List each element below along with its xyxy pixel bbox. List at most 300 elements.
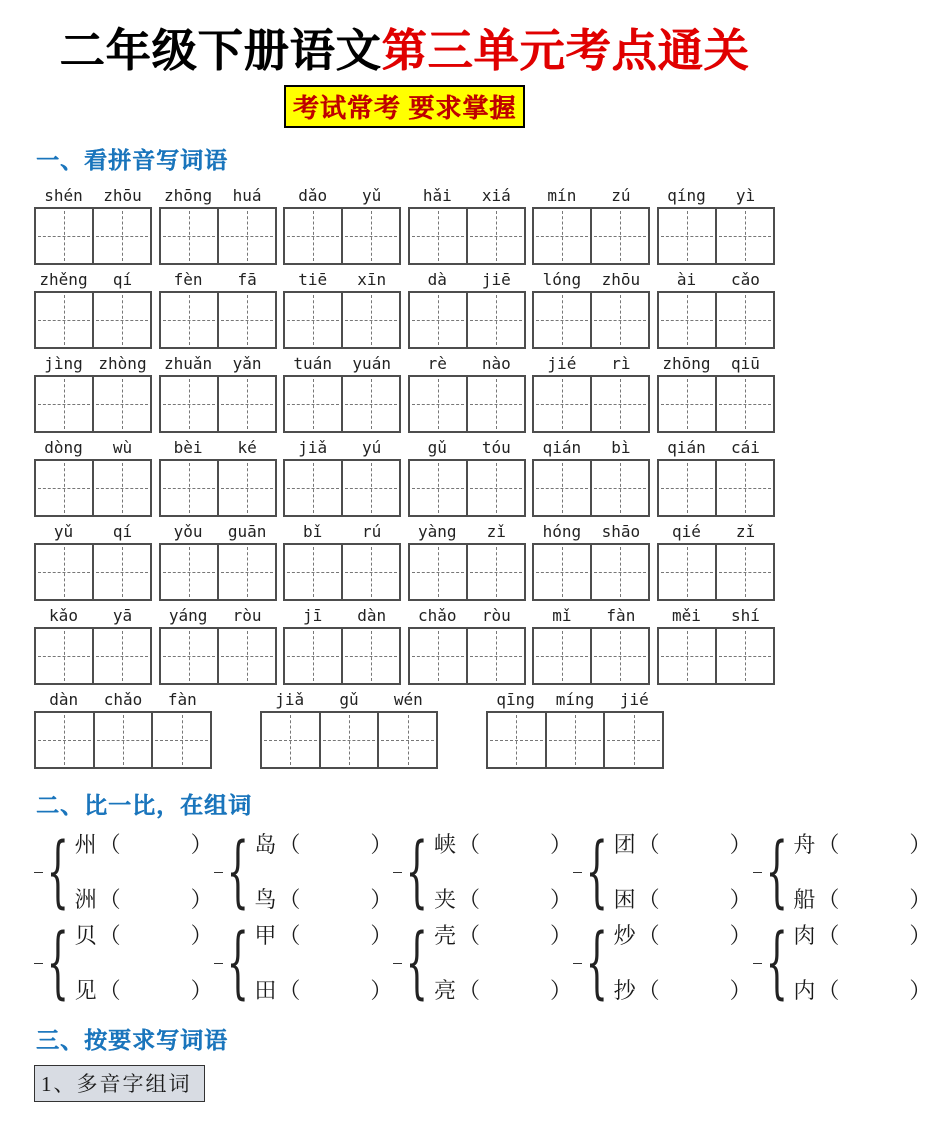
writing-cell[interactable] bbox=[36, 209, 94, 263]
pinyin-syllable: qié bbox=[672, 521, 701, 541]
compare-pair-chars bbox=[75, 830, 214, 915]
compare-pair-chars bbox=[75, 921, 214, 1006]
answer-blank[interactable]: （ ） bbox=[98, 977, 214, 1003]
pinyin-syllable: qí bbox=[112, 269, 133, 289]
writing-cell[interactable] bbox=[659, 461, 717, 515]
writing-grid[interactable] bbox=[34, 627, 152, 685]
pinyin-row bbox=[34, 269, 775, 349]
pinyin-word-block bbox=[159, 269, 277, 349]
writing-cell[interactable] bbox=[153, 713, 210, 767]
pinyin-label bbox=[283, 185, 401, 207]
pinyin-word-block bbox=[260, 689, 438, 769]
writing-grid[interactable] bbox=[283, 543, 401, 601]
writing-cell[interactable] bbox=[379, 713, 436, 767]
pinyin-row bbox=[34, 689, 714, 769]
writing-cell[interactable] bbox=[717, 293, 773, 347]
brace-bracket: { bbox=[46, 918, 69, 1009]
answer-blank[interactable]: （ ） bbox=[817, 922, 932, 948]
pinyin-label bbox=[34, 437, 152, 459]
pinyin-label bbox=[34, 353, 152, 375]
writing-cell[interactable] bbox=[410, 293, 468, 347]
pinyin-syllable: wù bbox=[112, 437, 133, 457]
pinyin-word-block bbox=[532, 353, 650, 433]
pinyin-syllable: mǐ bbox=[552, 605, 572, 625]
pinyin-syllable: guān bbox=[227, 521, 267, 541]
writing-cell[interactable] bbox=[488, 713, 547, 767]
writing-cell[interactable] bbox=[219, 545, 275, 599]
pinyin-word-block bbox=[34, 521, 152, 601]
answer-blank[interactable]: （ ） bbox=[637, 922, 753, 948]
pinyin-word-block bbox=[283, 353, 401, 433]
writing-cell[interactable] bbox=[95, 713, 154, 767]
writing-cell[interactable] bbox=[468, 377, 524, 431]
compare-pair-chars bbox=[254, 921, 393, 1006]
pinyin-word-block bbox=[657, 185, 775, 265]
answer-blank[interactable]: （ ） bbox=[817, 831, 932, 857]
pinyin-syllable: shén bbox=[44, 185, 83, 205]
pinyin-syllable: hǎi bbox=[422, 185, 452, 205]
pinyin-label bbox=[159, 605, 277, 627]
pinyin-row bbox=[34, 185, 775, 265]
writing-grid[interactable] bbox=[159, 375, 277, 433]
page-title bbox=[34, 26, 775, 78]
hanzi-char: 洲 bbox=[74, 886, 97, 912]
compare-pair bbox=[573, 918, 753, 1009]
pinyin-syllable: wén bbox=[393, 689, 423, 709]
hanzi-char: 见 bbox=[74, 977, 97, 1003]
compare-line bbox=[793, 830, 932, 860]
pinyin-label bbox=[283, 605, 401, 627]
writing-grid[interactable] bbox=[532, 291, 650, 349]
compare-line bbox=[75, 921, 214, 951]
brace-bracket: { bbox=[226, 918, 249, 1009]
pinyin-syllable: ài bbox=[676, 269, 697, 289]
compare-line bbox=[254, 976, 393, 1006]
compare-line bbox=[75, 976, 214, 1006]
writing-cell[interactable] bbox=[468, 461, 524, 515]
compare-line bbox=[434, 885, 573, 915]
pinyin-syllable: jìng bbox=[44, 353, 83, 373]
brace-bracket: { bbox=[585, 827, 609, 918]
writing-cell[interactable] bbox=[219, 629, 275, 683]
pinyin-syllable: zǐ bbox=[486, 521, 506, 541]
writing-grid[interactable] bbox=[657, 627, 775, 685]
brace-bracket: { bbox=[46, 827, 69, 918]
brace-bracket: { bbox=[765, 827, 788, 918]
badge-row bbox=[34, 85, 775, 128]
pinyin-label bbox=[159, 521, 277, 543]
answer-blank[interactable]: （ ） bbox=[278, 831, 394, 857]
answer-blank[interactable]: （ ） bbox=[817, 886, 932, 912]
answer-blank[interactable]: （ ） bbox=[458, 886, 574, 912]
pinyin-word-block bbox=[283, 437, 401, 517]
pinyin-word-block bbox=[408, 269, 526, 349]
pinyin-syllable: jié bbox=[619, 689, 649, 709]
writing-cell[interactable] bbox=[534, 293, 592, 347]
writing-cell[interactable] bbox=[659, 545, 717, 599]
pinyin-label bbox=[532, 353, 650, 375]
pinyin-label bbox=[34, 521, 152, 543]
pinyin-word-block bbox=[159, 605, 277, 685]
writing-cell[interactable] bbox=[343, 545, 399, 599]
writing-cell[interactable] bbox=[36, 713, 95, 767]
pinyin-syllable: shí bbox=[731, 605, 760, 625]
pinyin-label bbox=[260, 689, 438, 711]
writing-cell[interactable] bbox=[659, 293, 717, 347]
pinyin-syllable: fàn bbox=[606, 605, 636, 625]
writing-grid[interactable] bbox=[260, 711, 438, 769]
writing-cell[interactable] bbox=[534, 461, 592, 515]
pinyin-syllable: qí bbox=[112, 521, 133, 541]
writing-grid[interactable] bbox=[34, 711, 212, 769]
writing-cell[interactable] bbox=[262, 713, 321, 767]
brace-bracket: { bbox=[765, 918, 788, 1009]
hanzi-char: 田 bbox=[254, 977, 277, 1003]
writing-cell[interactable] bbox=[410, 209, 468, 263]
writing-cell[interactable] bbox=[94, 629, 150, 683]
writing-grid[interactable] bbox=[532, 207, 650, 265]
writing-cell[interactable] bbox=[468, 293, 524, 347]
pinyin-label bbox=[657, 437, 775, 459]
pinyin-word-block bbox=[283, 185, 401, 265]
hanzi-char: 炒 bbox=[613, 922, 636, 948]
writing-grid[interactable] bbox=[34, 375, 152, 433]
answer-blank[interactable]: （ ） bbox=[637, 886, 753, 912]
writing-grid[interactable] bbox=[532, 543, 650, 601]
writing-grid[interactable] bbox=[34, 207, 152, 265]
compare-pair bbox=[573, 827, 753, 918]
pinyin-syllable: yǔ bbox=[53, 521, 74, 541]
writing-grid[interactable] bbox=[408, 459, 526, 517]
writing-cell[interactable] bbox=[219, 461, 275, 515]
pinyin-word-block bbox=[408, 185, 526, 265]
compare-line bbox=[434, 976, 573, 1006]
writing-cell[interactable] bbox=[36, 545, 94, 599]
pinyin-syllable: mín bbox=[547, 185, 577, 205]
pinyin-syllable: ròu bbox=[481, 605, 511, 625]
writing-cell[interactable] bbox=[410, 461, 468, 515]
writing-grid[interactable] bbox=[657, 543, 775, 601]
writing-grid[interactable] bbox=[486, 711, 664, 769]
writing-cell[interactable] bbox=[321, 713, 380, 767]
pinyin-syllable: zhòng bbox=[98, 353, 147, 373]
pinyin-label bbox=[34, 269, 152, 291]
pinyin-row bbox=[34, 353, 775, 433]
writing-grid[interactable] bbox=[283, 459, 401, 517]
writing-grid[interactable] bbox=[34, 291, 152, 349]
compare-pair-chars bbox=[434, 830, 573, 915]
answer-blank[interactable]: （ ） bbox=[278, 886, 394, 912]
writing-grid[interactable] bbox=[408, 543, 526, 601]
writing-cell[interactable] bbox=[343, 461, 399, 515]
pinyin-label bbox=[34, 605, 152, 627]
pinyin-syllable: yì bbox=[735, 185, 756, 205]
pinyin-word-block bbox=[532, 185, 650, 265]
answer-blank[interactable]: （ ） bbox=[458, 831, 574, 857]
writing-grid[interactable] bbox=[657, 291, 775, 349]
writing-cell[interactable] bbox=[36, 377, 94, 431]
writing-grid[interactable] bbox=[159, 459, 277, 517]
pinyin-word-block bbox=[159, 437, 277, 517]
answer-blank[interactable]: （ ） bbox=[278, 922, 394, 948]
compare-pair bbox=[34, 827, 214, 918]
pinyin-syllable: qián bbox=[542, 437, 582, 457]
pinyin-syllable: nào bbox=[481, 353, 511, 373]
pinyin-syllable: zhuǎn bbox=[164, 353, 213, 373]
writing-cell[interactable] bbox=[161, 461, 219, 515]
writing-grid[interactable] bbox=[532, 375, 650, 433]
writing-cell[interactable] bbox=[534, 209, 592, 263]
compare-pair bbox=[34, 918, 214, 1009]
pinyin-syllable: chǎo bbox=[418, 605, 457, 625]
writing-cell[interactable] bbox=[717, 545, 773, 599]
writing-grid[interactable] bbox=[283, 375, 401, 433]
compare-pair bbox=[214, 918, 394, 1009]
hanzi-char: 岛 bbox=[254, 831, 277, 857]
writing-cell[interactable] bbox=[468, 629, 524, 683]
brace-bracket: { bbox=[585, 918, 609, 1009]
answer-blank[interactable]: （ ） bbox=[98, 922, 214, 948]
writing-cell[interactable] bbox=[534, 545, 592, 599]
writing-grid[interactable] bbox=[159, 207, 277, 265]
writing-cell[interactable] bbox=[285, 461, 343, 515]
pinyin-syllable: dàn bbox=[357, 605, 387, 625]
pinyin-word-block bbox=[408, 605, 526, 685]
compare-pair bbox=[753, 918, 932, 1009]
answer-blank[interactable]: （ ） bbox=[637, 977, 753, 1003]
writing-cell[interactable] bbox=[592, 209, 648, 263]
hanzi-char: 壳 bbox=[433, 922, 456, 948]
writing-cell[interactable] bbox=[94, 293, 150, 347]
writing-cell[interactable] bbox=[717, 209, 773, 263]
writing-cell[interactable] bbox=[717, 629, 773, 683]
pinyin-label bbox=[486, 689, 664, 711]
writing-cell[interactable] bbox=[161, 377, 219, 431]
writing-cell[interactable] bbox=[285, 293, 343, 347]
writing-grid[interactable] bbox=[657, 207, 775, 265]
answer-blank[interactable]: （ ） bbox=[458, 977, 574, 1003]
pinyin-label bbox=[408, 353, 526, 375]
writing-grid[interactable] bbox=[283, 207, 401, 265]
pinyin-syllable: yǎn bbox=[232, 353, 262, 373]
writing-grid[interactable] bbox=[657, 375, 775, 433]
hanzi-char: 抄 bbox=[613, 977, 636, 1003]
pinyin-syllable: shāo bbox=[601, 521, 641, 541]
compare-line bbox=[614, 921, 753, 951]
writing-cell[interactable] bbox=[547, 713, 606, 767]
writing-cell[interactable] bbox=[659, 377, 717, 431]
pinyin-label bbox=[283, 353, 401, 375]
answer-blank[interactable]: （ ） bbox=[278, 977, 394, 1003]
pinyin-syllable: rú bbox=[362, 521, 382, 541]
pinyin-label bbox=[532, 269, 650, 291]
writing-cell[interactable] bbox=[285, 209, 343, 263]
answer-blank[interactable]: （ ） bbox=[458, 922, 574, 948]
writing-grid[interactable] bbox=[283, 291, 401, 349]
pinyin-word-block bbox=[283, 269, 401, 349]
writing-cell[interactable] bbox=[717, 377, 773, 431]
compare-pair-chars bbox=[793, 830, 932, 915]
hanzi-char: 舟 bbox=[793, 831, 816, 857]
writing-grid[interactable] bbox=[408, 291, 526, 349]
writing-grid[interactable] bbox=[408, 207, 526, 265]
pinyin-syllable: dòng bbox=[44, 437, 83, 457]
writing-grid[interactable] bbox=[657, 459, 775, 517]
pinyin-syllable: fā bbox=[237, 269, 257, 289]
writing-grid[interactable] bbox=[283, 627, 401, 685]
pinyin-label bbox=[283, 437, 401, 459]
pinyin-label bbox=[283, 269, 401, 291]
writing-cell[interactable] bbox=[410, 545, 468, 599]
pinyin-syllable: zhěng bbox=[39, 269, 88, 289]
pinyin-syllable: zhōu bbox=[103, 185, 142, 205]
writing-cell[interactable] bbox=[219, 377, 275, 431]
pinyin-label bbox=[657, 185, 775, 207]
compare-row bbox=[34, 827, 932, 918]
pinyin-syllable: dàn bbox=[49, 689, 79, 709]
writing-cell[interactable] bbox=[605, 713, 662, 767]
pinyin-syllable: yú bbox=[362, 437, 382, 457]
hanzi-char: 贝 bbox=[74, 922, 97, 948]
compare-line bbox=[793, 885, 932, 915]
compare-line bbox=[254, 885, 393, 915]
writing-grid[interactable] bbox=[532, 459, 650, 517]
section-one-heading: 一、看拼音写词语 bbox=[36, 147, 228, 173]
pinyin-label bbox=[159, 185, 277, 207]
pinyin-label bbox=[34, 185, 152, 207]
hanzi-char: 鸟 bbox=[254, 886, 277, 912]
pinyin-syllable: chǎo bbox=[103, 689, 143, 709]
pinyin-label bbox=[159, 353, 277, 375]
pinyin-syllable: kǎo bbox=[49, 605, 78, 625]
writing-cell[interactable] bbox=[285, 545, 343, 599]
writing-cell[interactable] bbox=[659, 209, 717, 263]
writing-grid[interactable] bbox=[532, 627, 650, 685]
pinyin-syllable: yáng bbox=[168, 605, 208, 625]
writing-cell[interactable] bbox=[161, 293, 219, 347]
pinyin-word-block bbox=[159, 521, 277, 601]
writing-cell[interactable] bbox=[343, 377, 399, 431]
pinyin-syllable: yuán bbox=[352, 353, 391, 373]
pinyin-syllable: fèn bbox=[173, 269, 203, 289]
pinyin-syllable: jī bbox=[303, 605, 323, 625]
writing-grid[interactable] bbox=[408, 375, 526, 433]
writing-cell[interactable] bbox=[343, 209, 399, 263]
pinyin-label bbox=[159, 269, 277, 291]
section-three-heading: 三、按要求写词语 bbox=[36, 1027, 228, 1053]
pinyin-word-block bbox=[34, 605, 152, 685]
writing-cell[interactable] bbox=[36, 461, 94, 515]
compare-pair-chars bbox=[254, 830, 393, 915]
hanzi-char: 困 bbox=[613, 886, 636, 912]
writing-cell[interactable] bbox=[94, 545, 150, 599]
writing-cell[interactable] bbox=[468, 545, 524, 599]
writing-cell[interactable] bbox=[219, 293, 275, 347]
writing-cell[interactable] bbox=[410, 377, 468, 431]
pinyin-syllable: tiē bbox=[298, 269, 328, 289]
compare-line bbox=[614, 830, 753, 860]
writing-cell[interactable] bbox=[592, 629, 648, 683]
writing-cell[interactable] bbox=[94, 209, 150, 263]
writing-cell[interactable] bbox=[285, 377, 343, 431]
writing-grid[interactable] bbox=[408, 627, 526, 685]
writing-cell[interactable] bbox=[94, 377, 150, 431]
compare-pair bbox=[214, 827, 394, 918]
writing-cell[interactable] bbox=[592, 461, 648, 515]
writing-cell[interactable] bbox=[343, 293, 399, 347]
pinyin-word-block bbox=[34, 269, 152, 349]
answer-blank[interactable]: （ ） bbox=[817, 977, 932, 1003]
pinyin-syllable: zǐ bbox=[735, 521, 756, 541]
writing-grid[interactable] bbox=[159, 291, 277, 349]
writing-cell[interactable] bbox=[36, 293, 94, 347]
writing-cell[interactable] bbox=[36, 629, 94, 683]
writing-cell[interactable] bbox=[161, 209, 219, 263]
writing-grid[interactable] bbox=[159, 543, 277, 601]
writing-grid[interactable] bbox=[34, 543, 152, 601]
writing-cell[interactable] bbox=[717, 461, 773, 515]
title-part-red: 第三单元考点通关 bbox=[381, 26, 750, 76]
writing-cell[interactable] bbox=[161, 629, 219, 683]
writing-cell[interactable] bbox=[219, 209, 275, 263]
pinyin-syllable: xiá bbox=[481, 185, 511, 205]
writing-cell[interactable] bbox=[285, 629, 343, 683]
writing-cell[interactable] bbox=[534, 377, 592, 431]
pinyin-label bbox=[532, 437, 650, 459]
pinyin-label bbox=[159, 437, 277, 459]
pinyin-syllable: měi bbox=[672, 605, 701, 625]
pinyin-syllable: míng bbox=[555, 689, 595, 709]
pinyin-syllable: qiū bbox=[731, 353, 760, 373]
writing-cell[interactable] bbox=[343, 629, 399, 683]
writing-cell[interactable] bbox=[592, 545, 648, 599]
answer-blank[interactable]: （ ） bbox=[98, 886, 214, 912]
writing-cell[interactable] bbox=[592, 293, 648, 347]
writing-cell[interactable] bbox=[534, 629, 592, 683]
writing-cell[interactable] bbox=[659, 629, 717, 683]
answer-blank[interactable]: （ ） bbox=[98, 831, 214, 857]
pinyin-word-block bbox=[283, 605, 401, 685]
brace-bracket: { bbox=[405, 918, 429, 1009]
pinyin-syllable: gǔ bbox=[339, 689, 359, 709]
pinyin-label bbox=[283, 521, 401, 543]
pinyin-word-block bbox=[532, 269, 650, 349]
hanzi-char: 团 bbox=[613, 831, 636, 857]
writing-cell[interactable] bbox=[94, 461, 150, 515]
pinyin-syllable: zhōng bbox=[164, 185, 213, 205]
answer-blank[interactable]: （ ） bbox=[637, 831, 753, 857]
writing-cell[interactable] bbox=[592, 377, 648, 431]
pinyin-syllable: fàn bbox=[167, 689, 197, 709]
writing-cell[interactable] bbox=[410, 629, 468, 683]
pinyin-syllable: lóng bbox=[542, 269, 582, 289]
pinyin-word-block bbox=[159, 185, 277, 265]
pinyin-label bbox=[408, 185, 526, 207]
writing-grid[interactable] bbox=[159, 627, 277, 685]
compare-pair bbox=[753, 827, 932, 918]
writing-cell[interactable] bbox=[468, 209, 524, 263]
pinyin-label bbox=[34, 689, 212, 711]
pinyin-syllable: yàng bbox=[418, 521, 457, 541]
pinyin-syllable: yǒu bbox=[173, 521, 203, 541]
pinyin-row bbox=[34, 521, 775, 601]
writing-cell[interactable] bbox=[161, 545, 219, 599]
pinyin-syllable: tuán bbox=[293, 353, 332, 373]
hanzi-char: 峡 bbox=[433, 831, 456, 857]
pinyin-word-block bbox=[283, 521, 401, 601]
writing-grid[interactable] bbox=[34, 459, 152, 517]
pinyin-word-block bbox=[532, 605, 650, 685]
